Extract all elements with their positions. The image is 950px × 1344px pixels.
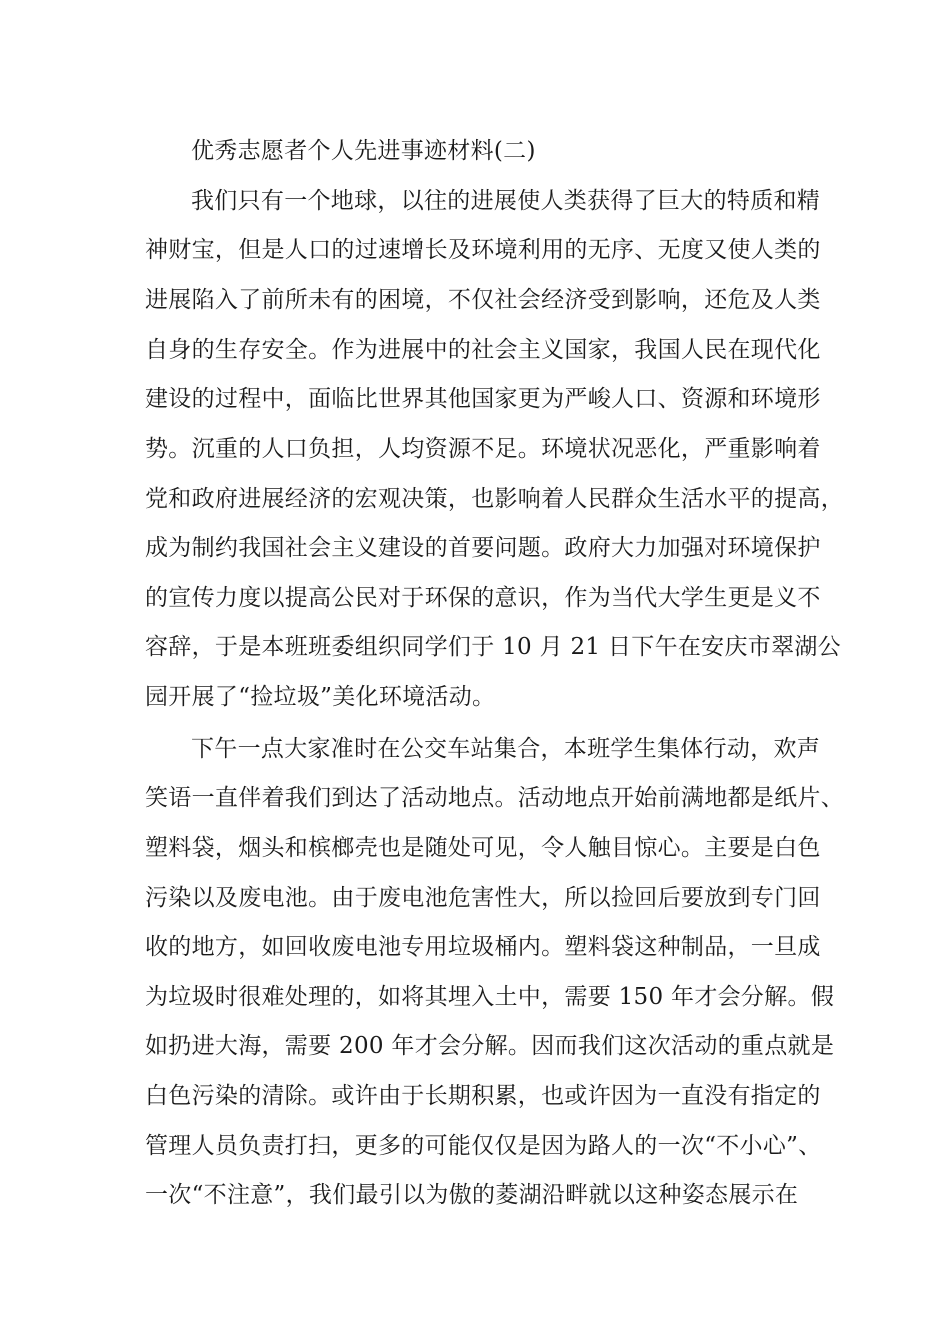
paragraph-line: 如扔进大海，需要 200 年才会分解。因而我们这次活动的重点就是 [145,1033,835,1059]
paragraph-line: 笑语一直伴着我们到达了活动地点。活动地点开始前满地都是纸片、 [145,785,844,811]
paragraph-line: 收的地方，如回收废电池专用垃圾桶内。塑料袋这种制品，一旦成 [145,934,821,960]
paragraph-line: 自身的生存安全。作为进展中的社会主义国家，我国人民在现代化 [145,337,821,363]
paragraph-line: 下午一点大家准时在公交车站集合，本班学生集体行动，欢声 [191,736,821,762]
paragraph-line: 势。沉重的人口负担，人均资源不足。环境状况恶化，严重影响着 [145,436,821,462]
paragraph-line: 为垃圾时很难处理的，如将其埋入土中，需要 150 年才会分解。假 [145,984,835,1010]
paragraph-line: 白色污染的清除。或许由于长期积累，也或许因为一直没有指定的 [145,1083,821,1109]
paragraph-line: 党和政府进展经济的宏观决策，也影响着人民群众生活水平的提高， [145,486,844,512]
paragraph-line: 我们只有一个地球，以往的进展使人类获得了巨大的特质和精 [191,188,821,214]
document-title: 优秀志愿者个人先进事迹材料(二) [191,138,536,164]
paragraph-line: 建设的过程中，面临比世界其他国家更为严峻人口、资源和环境形 [145,386,821,412]
paragraph-line: 成为制约我国社会主义建设的首要问题。政府大力加强对环境保护 [145,535,821,561]
paragraph-line: 一次“不注意”，我们最引以为傲的菱湖沿畔就以这种姿态展示在 [145,1182,799,1208]
paragraph-line: 的宣传力度以提高公民对于环保的意识，作为当代大学生更是义不 [145,585,821,611]
paragraph-line: 容辞，于是本班班委组织同学们于 10 月 21 日下午在安庆市翠湖公 [145,634,841,660]
paragraph-line: 神财宝，但是人口的过速增长及环境利用的无序、无度又使人类的 [145,237,821,263]
paragraph-line: 污染以及废电池。由于废电池危害性大，所以捡回后要放到专门回 [145,885,821,911]
paragraph-line: 塑料袋，烟头和槟榔壳也是随处可见，令人触目惊心。主要是白色 [145,835,821,861]
paragraph-line: 园开展了“捡垃圾”美化环境活动。 [145,684,496,710]
paragraph-line: 管理人员负责打扫，更多的可能仅仅是因为路人的一次“不小心”、 [145,1133,822,1159]
paragraph-line: 进展陷入了前所未有的困境，不仅社会经济受到影响，还危及人类 [145,287,821,313]
